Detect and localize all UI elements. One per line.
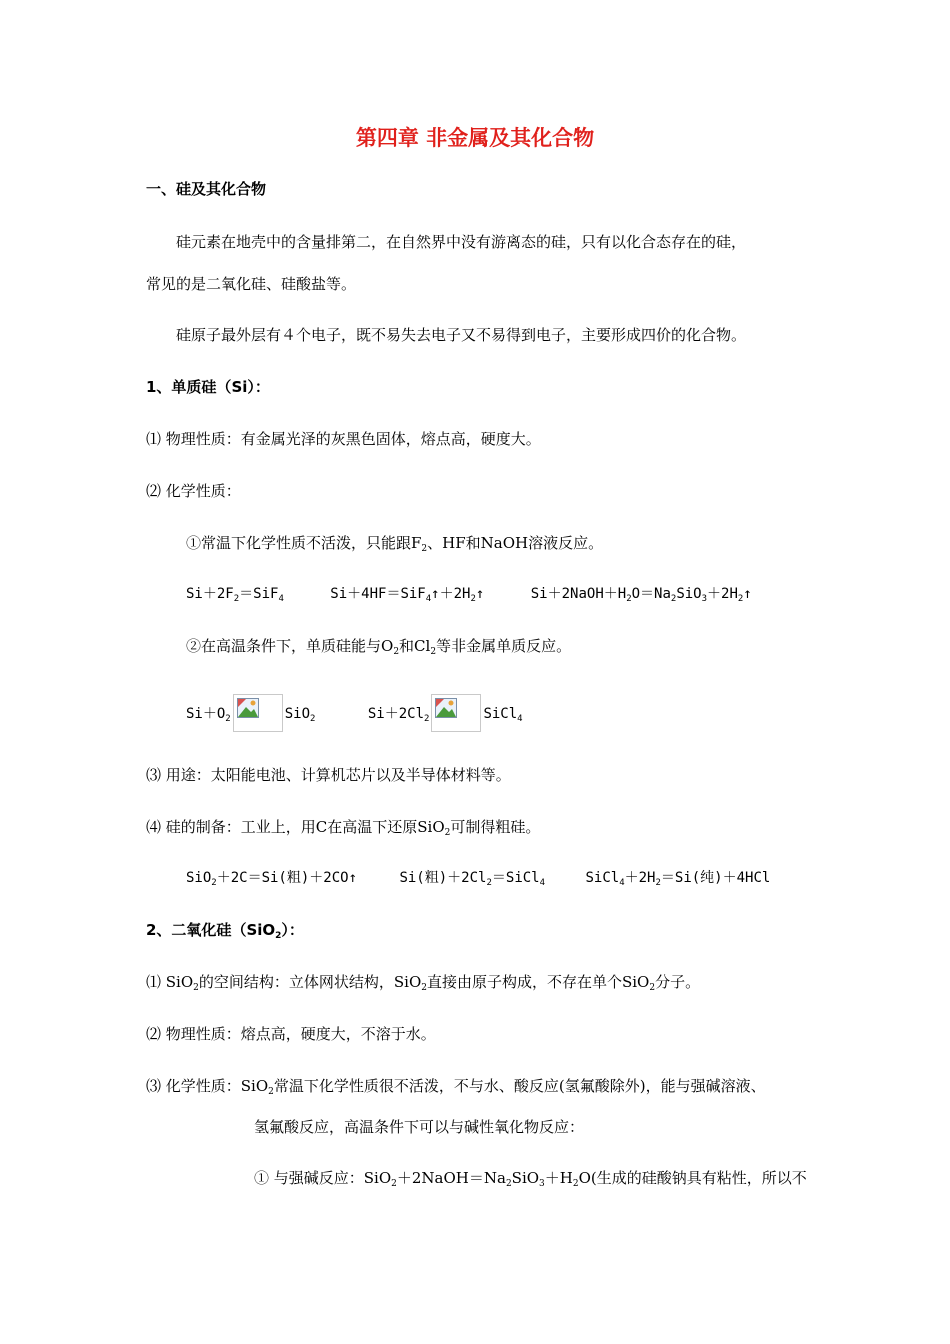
subscript: 4 [517, 714, 523, 724]
subscript: 2 [421, 983, 427, 993]
base-text: ＋2NaOH＝Na [396, 1169, 506, 1187]
sio2-chemical-properties-line2: 氢氟酸反应，高温条件下可以与碱性氧化物反应： [254, 1118, 585, 1136]
eq-part: Si＋2NaOH＋H [530, 586, 627, 602]
subscript: 2 [268, 1087, 274, 1097]
eq-part: SiCl [483, 706, 518, 722]
equation-si-cl2 [368, 694, 523, 732]
si-point-2-text: 等非金属单质反应。 [436, 637, 572, 655]
si-point-1-rest: 、HF和NaOH溶液反应。 [427, 534, 604, 552]
chem-text: ⑶ 化学性质：SiO [146, 1077, 269, 1095]
heading-text: ）： [281, 921, 304, 939]
subscript: 2 [737, 594, 744, 604]
base-text: ① 与强碱反应：SiO [254, 1169, 392, 1187]
eq-part: SiCl [585, 870, 620, 886]
eq-part: Si(粗)＋2Cl [399, 870, 487, 886]
equation-sicl4-h2 [585, 868, 770, 888]
eq-part: Si＋O [186, 706, 226, 722]
eq-part: ↑ [743, 586, 752, 602]
equation-si-f2 [186, 584, 284, 604]
struct-text: ⑴ SiO [146, 973, 194, 991]
subscript: 2 [225, 714, 231, 724]
subscript: 2 [310, 714, 316, 724]
equation-si-o2 [186, 694, 315, 732]
equation-row-1 [186, 584, 752, 604]
equation-row-3 [186, 868, 770, 888]
subscript: 2 [233, 594, 240, 604]
base-text: ＋H [544, 1169, 573, 1187]
intro-paragraph-2: 硅原子最外层有４个电子，既不易失去电子又不易得到电子，主要形成四价的化合物。 [176, 326, 747, 344]
subscript: 2 [655, 878, 661, 888]
si-point-1 [186, 533, 603, 553]
struct-text: 直接由原子构成，不存在单个SiO [426, 973, 650, 991]
si-point-1-text: ①常温下化学性质不活泼，只能跟F [186, 534, 422, 552]
equation-sio2-c [186, 868, 357, 888]
eq-part: ↑ [475, 586, 485, 602]
eq-part: ＋2H [707, 586, 738, 602]
subscript: 2 [211, 878, 217, 888]
intro-paragraph-line1: 硅元素在地壳中的含量排第二，在自然界中没有游离态的硅，只有以化合态存在的硅， [176, 233, 747, 251]
heading-text: 2、二氧化硅（SiO [146, 921, 276, 939]
subscript: 4 [619, 878, 625, 888]
subscript: 2 [193, 983, 199, 993]
subscript: 3 [701, 594, 708, 604]
eq-part: ＝SiCl [491, 870, 540, 886]
subscript: 2 [430, 647, 437, 657]
sio2-physical-properties: ⑵ 物理性质：熔点高，硬度大，不溶于水。 [146, 1025, 436, 1043]
subscript: 3 [539, 1179, 545, 1189]
subscript: 2 [505, 1179, 512, 1189]
eq-part: ＋2H [624, 870, 656, 886]
subscript: 4 [539, 878, 546, 888]
equation-row-2 [186, 694, 523, 732]
struct-text: 的空间结构：立体网状结构，SiO [198, 973, 422, 991]
eq-part: ＝SiF [239, 586, 279, 602]
subscript: 4 [278, 594, 284, 604]
chem-text: 常温下化学性质很不活泼，不与水、酸反应(氢氟酸除外)，能与强碱溶液、 [273, 1077, 766, 1095]
eq-part: ↑＋2H [431, 586, 471, 602]
si-point-2-text: 和Cl [399, 637, 431, 655]
eq-part: SiO [676, 586, 702, 602]
subscript: 2 [444, 828, 451, 838]
eq-part: ＋2C＝Si(粗)＋2CO↑ [216, 870, 358, 886]
equation-si-hf [330, 584, 484, 604]
eq-part: SiO [284, 706, 311, 722]
subscript: 2 [393, 647, 400, 657]
base-text: O(生成的硅酸钠具有粘性，所以不 [578, 1169, 807, 1187]
chapter-title: 第四章 非金属及其化合物 [355, 126, 595, 150]
subscript: 2 [470, 594, 476, 604]
struct-text: 分子。 [655, 973, 701, 991]
sio2-chemical-properties [146, 1076, 766, 1096]
si-physical-properties: ⑴ 物理性质：有金属光泽的灰黑色固体，熔点高，硬度大。 [146, 430, 541, 448]
equation-si-naoh [531, 584, 752, 604]
subscript: 2 [670, 594, 677, 604]
eq-part: SiO [186, 870, 212, 886]
subscript: 2 [421, 544, 428, 554]
intro-paragraph-line2: 常见的是二氧化硅、硅酸盐等。 [146, 275, 357, 293]
subscript: 2 [649, 983, 656, 993]
eq-part: O＝Na [631, 586, 671, 602]
prep-text: 可制得粗硅。 [450, 818, 541, 836]
subscript: 2 [424, 714, 430, 724]
si-point-2-text: ②在高温条件下，单质硅能与O [186, 637, 394, 655]
base-text: SiO [511, 1169, 540, 1187]
eq-part: Si＋2F [186, 586, 234, 602]
eq-part: ＝Si(纯)＋4HCl [660, 870, 771, 886]
eq-part: Si＋2Cl [367, 706, 425, 722]
si-uses: ⑶ 用途：太阳能电池、计算机芯片以及半导体材料等。 [146, 766, 511, 784]
broken-image-icon [431, 694, 481, 732]
si-point-2 [186, 636, 571, 656]
sio2-structure [146, 972, 700, 992]
subscript: 2 [486, 878, 492, 888]
si-preparation [146, 817, 540, 837]
eq-part: Si＋4HF＝SiF [330, 586, 426, 602]
sio2-base-reaction [254, 1168, 807, 1188]
broken-image-icon [233, 694, 283, 732]
subsection-heading-si: 1、单质硅（Si）： [146, 378, 270, 396]
subscript: 2 [391, 1179, 397, 1189]
equation-si-crude-cl2 [399, 868, 545, 888]
si-chemical-properties-label: ⑵ 化学性质： [146, 482, 241, 500]
section-heading-silicon: 一、硅及其化合物 [146, 180, 267, 198]
subscript: 2 [275, 931, 282, 941]
subscript: 2 [626, 594, 632, 604]
subscript: 2 [572, 1179, 579, 1189]
prep-text: ⑷ 硅的制备：工业上，用C在高温下还原SiO [146, 818, 445, 836]
subscript: 4 [425, 594, 432, 604]
subsection-heading-sio2 [146, 920, 304, 940]
